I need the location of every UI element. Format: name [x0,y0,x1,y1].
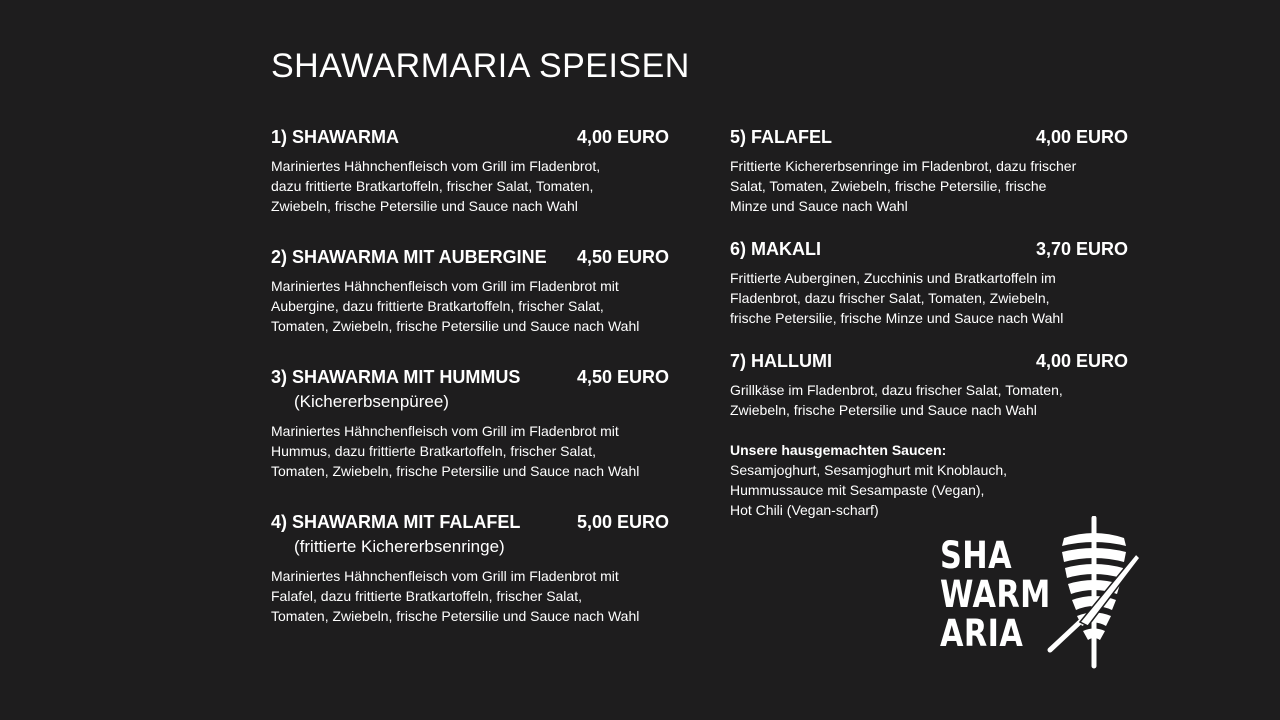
item-description: Mariniertes Hähnchenfleisch vom Grill im Fladenbrot mit Hummus, dazu frittierte Bratkartoffeln, frischer Salat, Tomaten, Zwiebeln, frische Petersilie und Sauce nach Wahl [271,423,640,479]
item-description: Mariniertes Hähnchenfleisch vom Grill im Fladenbrot mit Aubergine, dazu frittierte Bratkartoffeln, frischer Salat, Tomaten, Zwiebeln, frische Petersilie und Sauce nach Wahl [271,278,640,334]
item-price: 4,00 EURO [1035,127,1128,147]
item-description: Frittierte Auberginen, Zucchinis und Bratkartoffeln im Fladenbrot, dazu frischer Salat, Tomaten, Zwiebeln, frische Petersilie, frische Minze und Sauce nach Wahl [730,270,1064,326]
item-description: Mariniertes Hähnchenfleisch vom Grill im Fladenbrot mit Falafel, dazu frittierte Bratkartoffeln, frischer Salat, Tomaten, Zwiebeln, frische Petersilie und Sauce nach Wahl [271,568,640,624]
item-subtitle: (Kichererbsenpüree) [294,392,449,411]
menu-item-hallumi [730,350,1130,440]
item-price: 5,00 EURO [576,512,669,532]
item-name: 3) SHAWARMA MIT HUMMUS [271,367,521,387]
menu-item-shawarma-hummus [271,366,671,511]
sauces-info [730,440,1130,520]
item-name: 2) SHAWARMA MIT AUBERGINE [271,247,547,267]
item-description: Frittierte Kichererbsenringe im Fladenbrot, dazu frischer Salat, Tomaten, Zwiebeln, frische Petersilie, frische Minze und Sauce nach Wahl [730,158,1077,214]
page-title: SHAWARMARIA SPEISEN [271,47,690,85]
menu-column-left [271,126,671,626]
menu-item-shawarma [271,126,671,246]
menu-item-shawarma-falafel [271,511,671,626]
menu-item-makali [730,238,1130,350]
item-name: 4) SHAWARMA MIT FALAFEL [271,512,521,532]
item-name: 7) HALLUMI [730,351,832,371]
shawarmaria-logo [940,516,1155,671]
item-subtitle: (frittierte Kichererbsenringe) [294,537,505,556]
item-description: Grillkäse im Fladenbrot, dazu frischer Salat, Tomaten, Zwiebeln, frische Petersilie und Sauce nach Wahl [730,382,1063,418]
item-name: 1) SHAWARMA [271,127,400,147]
item-description: Mariniertes Hähnchenfleisch vom Grill im Fladenbrot, dazu frittierte Bratkartoffeln, frischer Salat, Tomaten, Zwiebeln, frische Petersilie und Sauce nach Wahl [271,158,601,214]
menu-item-shawarma-aubergine [271,246,671,366]
item-price: 4,00 EURO [576,127,669,147]
item-price: 3,70 EURO [1035,239,1128,259]
item-name: 6) MAKALI [730,239,821,259]
shawarma-spit-icon [1044,516,1144,671]
item-price: 4,50 EURO [576,367,669,387]
sauces-title: Unsere hausgemachten Saucen: [730,442,947,458]
menu-item-falafel [730,126,1130,238]
item-name: 5) FALAFEL [730,127,832,147]
sauces-line: Sesamjoghurt, Sesamjoghurt mit Knoblauch, [730,462,1008,478]
sauces-line: Hot Chili (Vegan-scharf) [730,502,879,518]
sauces-line: Hummussauce mit Sesampaste (Vegan), [730,482,985,498]
item-price: 4,00 EURO [1035,351,1128,371]
logo-text: SHA WARM ARIA [940,534,1051,655]
menu-column-right [730,126,1130,520]
item-price: 4,50 EURO [576,247,669,267]
